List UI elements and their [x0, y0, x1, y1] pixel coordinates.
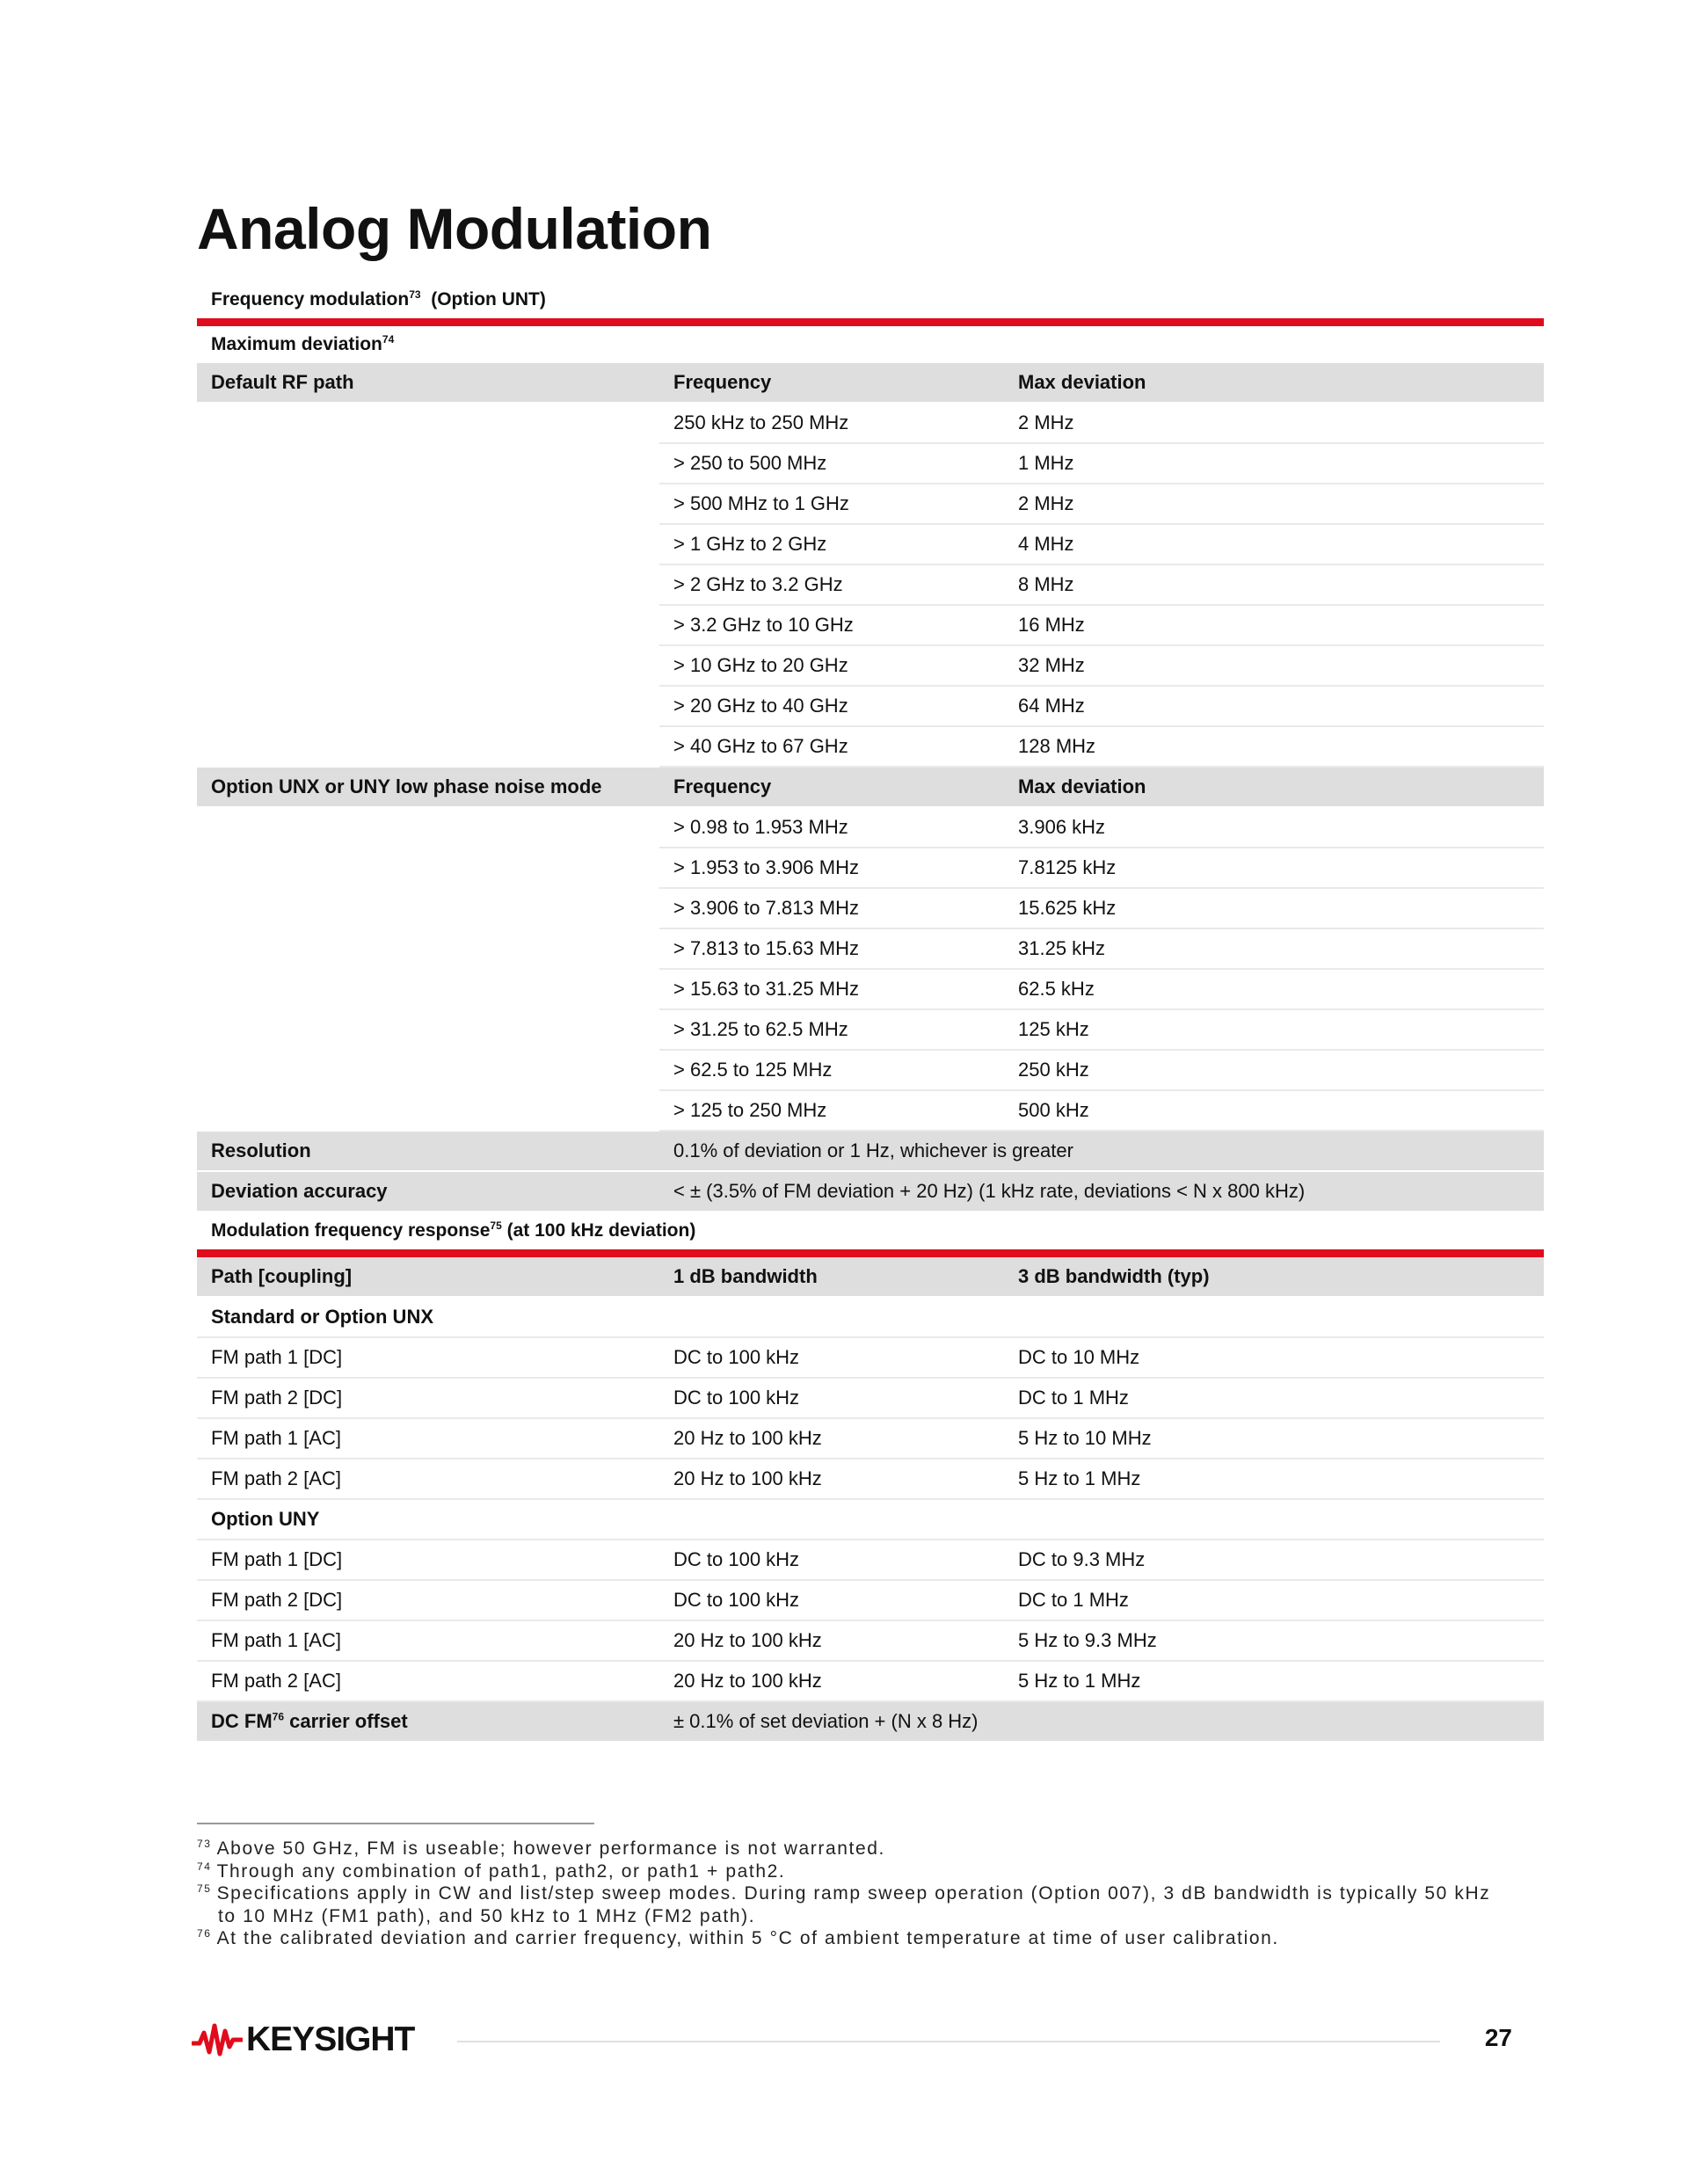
table-row	[197, 1620, 1544, 1661]
table-row	[197, 928, 1544, 969]
table-row	[197, 524, 1544, 564]
bw-1db-cell: 20 Hz to 100 kHz	[659, 1418, 1004, 1459]
footnote-number: 75	[197, 1882, 212, 1895]
table-row	[197, 1009, 1544, 1050]
footnote-ref: 75	[490, 1219, 502, 1232]
frequency-cell: > 7.813 to 15.63 MHz	[659, 928, 1004, 969]
frequency-cell: > 10 GHz to 20 GHz	[659, 645, 1004, 686]
mfr-column-header-row	[197, 1254, 1544, 1298]
mfr-section-header	[197, 1212, 1544, 1249]
deviation-cell: 31.25 kHz	[1004, 928, 1544, 969]
deviation-cell: 15.625 kHz	[1004, 888, 1544, 928]
standard-group-row	[197, 1297, 1544, 1337]
bw-3db-cell: 5 Hz to 10 MHz	[1004, 1418, 1544, 1459]
path-cell: FM path 1 [AC]	[197, 1620, 659, 1661]
accuracy-label: Deviation accuracy	[197, 1171, 659, 1212]
footnote-text: Above 50 GHz, FM is useable; however performance is not warranted.	[216, 1838, 885, 1859]
deviation-cell: 3.906 kHz	[1004, 807, 1544, 848]
col-max-deviation: Max deviation	[1004, 767, 1544, 807]
deviation-cell: 125 kHz	[1004, 1009, 1544, 1050]
footnote-ref: 76	[272, 1710, 285, 1723]
frequency-cell: > 2 GHz to 3.2 GHz	[659, 564, 1004, 605]
low-noise-label: Option UNX or UNY low phase noise mode	[197, 767, 659, 807]
default-path-header-row	[197, 363, 1544, 403]
bw-3db-cell: 5 Hz to 1 MHz	[1004, 1459, 1544, 1499]
footnote-number: 76	[197, 1927, 212, 1940]
dcfm-value: ± 0.1% of set deviation + (N x 8 Hz)	[659, 1701, 1004, 1742]
footnote	[197, 1838, 1498, 1860]
col-frequency: Frequency	[659, 363, 1004, 403]
footnote	[197, 1882, 1498, 1927]
col-1db-bandwidth: 1 dB bandwidth	[659, 1254, 1004, 1298]
fm-section-header	[197, 281, 1544, 318]
frequency-cell: > 250 to 500 MHz	[659, 443, 1004, 484]
table-row	[197, 1090, 1544, 1131]
bw-1db-cell: DC to 100 kHz	[659, 1540, 1004, 1580]
deviation-cell: 32 MHz	[1004, 645, 1544, 686]
deviation-cell: 7.8125 kHz	[1004, 848, 1544, 888]
page-title: Analog Modulation	[197, 196, 712, 261]
uny-group-row	[197, 1499, 1544, 1540]
table-row	[197, 443, 1544, 484]
bw-3db-cell: 5 Hz to 9.3 MHz	[1004, 1620, 1544, 1661]
deviation-cell: 16 MHz	[1004, 605, 1544, 645]
table-row	[197, 1378, 1544, 1418]
frequency-cell: > 125 to 250 MHz	[659, 1090, 1004, 1131]
path-cell: FM path 2 [AC]	[197, 1459, 659, 1499]
footnote	[197, 1927, 1498, 1950]
bw-1db-cell: 20 Hz to 100 kHz	[659, 1661, 1004, 1701]
bw-1db-cell: DC to 100 kHz	[659, 1580, 1004, 1620]
table-row	[197, 1337, 1544, 1378]
bw-1db-cell: 20 Hz to 100 kHz	[659, 1620, 1004, 1661]
bw-3db-cell: DC to 1 MHz	[1004, 1378, 1544, 1418]
frequency-cell: > 62.5 to 125 MHz	[659, 1050, 1004, 1090]
frequency-cell: > 500 MHz to 1 GHz	[659, 484, 1004, 524]
deviation-cell: 4 MHz	[1004, 524, 1544, 564]
keysight-logo	[192, 2020, 414, 2059]
frequency-cell: > 40 GHz to 67 GHz	[659, 726, 1004, 767]
bw-3db-cell: 5 Hz to 1 MHz	[1004, 1661, 1544, 1701]
bw-1db-cell: DC to 100 kHz	[659, 1337, 1004, 1378]
bw-1db-cell: 20 Hz to 100 kHz	[659, 1459, 1004, 1499]
resolution-label: Resolution	[197, 1131, 659, 1171]
bw-1db-cell: DC to 100 kHz	[659, 1378, 1004, 1418]
frequency-cell: > 3.906 to 7.813 MHz	[659, 888, 1004, 928]
deviation-cell: 64 MHz	[1004, 686, 1544, 726]
deviation-cell: 1 MHz	[1004, 443, 1544, 484]
table-row	[197, 645, 1544, 686]
keysight-wave-icon	[192, 2022, 243, 2057]
dcfm-label: DC FM$^{76}$ carrier offset	[197, 1701, 659, 1742]
bw-3db-cell: DC to 9.3 MHz	[1004, 1540, 1544, 1580]
footnote-ref: 73	[409, 288, 421, 301]
bw-3db-cell: DC to 10 MHz	[1004, 1337, 1544, 1378]
deviation-cell: 128 MHz	[1004, 726, 1544, 767]
deviation-cell: 2 MHz	[1004, 484, 1544, 524]
footnote-text: Through any combination of path1, path2, or path1 + path2.	[216, 1860, 786, 1882]
path-cell: FM path 1 [DC]	[197, 1540, 659, 1580]
footnote-divider	[197, 1823, 594, 1824]
table-row	[197, 848, 1544, 888]
frequency-cell: > 3.2 GHz to 10 GHz	[659, 605, 1004, 645]
frequency-cell: > 31.25 to 62.5 MHz	[659, 1009, 1004, 1050]
dcfm-row	[197, 1701, 1544, 1742]
frequency-cell: > 1.953 to 3.906 MHz	[659, 848, 1004, 888]
frequency-cell: 250 kHz to 250 MHz	[659, 403, 1004, 443]
footnote-number: 73	[197, 1838, 212, 1850]
path-cell: FM path 1 [AC]	[197, 1418, 659, 1459]
mfr-heading: Modulation frequency response$^{75}$ (at 100 kHz deviation)	[211, 1219, 696, 1241]
resolution-row	[197, 1131, 1544, 1171]
table-row	[197, 969, 1544, 1009]
footnotes	[197, 1838, 1498, 1950]
deviation-cell: 500 kHz	[1004, 1090, 1544, 1131]
frequency-cell: > 0.98 to 1.953 MHz	[659, 807, 1004, 848]
frequency-cell: > 1 GHz to 2 GHz	[659, 524, 1004, 564]
col-frequency: Frequency	[659, 767, 1004, 807]
footnote-ref: 74	[382, 333, 395, 346]
accuracy-row	[197, 1171, 1544, 1212]
table-row	[197, 686, 1544, 726]
fm-spec-table	[197, 281, 1544, 1743]
max-deviation-header: Maximum deviation$^{74}$	[211, 333, 395, 354]
page-number: 27	[1484, 2024, 1512, 2051]
table-row	[197, 484, 1544, 524]
frequency-cell: > 20 GHz to 40 GHz	[659, 686, 1004, 726]
table-row	[197, 1050, 1544, 1090]
footer-rule	[457, 2041, 1440, 2042]
deviation-cell: 250 kHz	[1004, 1050, 1544, 1090]
path-cell: FM path 2 [DC]	[197, 1580, 659, 1620]
deviation-cell: 2 MHz	[1004, 403, 1544, 443]
deviation-cell: 8 MHz	[1004, 564, 1544, 605]
footnote-text: At the calibrated deviation and carrier frequency, within 5 °C of ambient temperature at time of user calibration.	[216, 1928, 1279, 1948]
table-row	[197, 564, 1544, 605]
frequency-cell: > 15.63 to 31.25 MHz	[659, 969, 1004, 1009]
resolution-value: 0.1% of deviation or 1 Hz, whichever is greater	[659, 1131, 1544, 1171]
footnote-text: Specifications apply in CW and list/step sweep modes. During ramp sweep operation (Option 007), 3 dB bandwidth is typically 50 kHz to 10 MHz (FM1 path), and 50 kHz to 1 MHz (FM2 path).	[216, 1883, 1491, 1926]
uny-group-label: Option UNY	[197, 1499, 659, 1540]
table-row	[197, 605, 1544, 645]
brand-name: KEYSIGHT	[246, 2020, 415, 2058]
default-path-label: Default RF path	[197, 363, 659, 403]
table-row	[197, 888, 1544, 928]
table-row	[197, 1540, 1544, 1580]
bw-3db-cell: DC to 1 MHz	[1004, 1580, 1544, 1620]
fm-heading: Frequency modulation$^{73}$ (Option UNT)	[211, 288, 546, 309]
deviation-cell: 62.5 kHz	[1004, 969, 1544, 1009]
col-max-deviation: Max deviation	[1004, 363, 1544, 403]
footnote-number: 74	[197, 1860, 212, 1873]
accuracy-value: < ± (3.5% of FM deviation + 20 Hz) (1 kHz rate, deviations < N x 800 kHz)	[659, 1171, 1544, 1212]
path-cell: FM path 1 [DC]	[197, 1337, 659, 1378]
table-row	[197, 1459, 1544, 1499]
table-row	[197, 1661, 1544, 1701]
col-path-coupling: Path [coupling]	[197, 1254, 659, 1298]
table-row	[197, 1418, 1544, 1459]
col-3db-bandwidth: 3 dB bandwidth (typ)	[1004, 1254, 1544, 1298]
path-cell: FM path 2 [AC]	[197, 1661, 659, 1701]
table-row	[197, 726, 1544, 767]
path-cell: FM path 2 [DC]	[197, 1378, 659, 1418]
table-row	[197, 403, 1544, 443]
standard-group-label: Standard or Option UNX	[197, 1297, 659, 1337]
low-noise-header-row	[197, 767, 1544, 807]
table-row	[197, 807, 1544, 848]
footnote	[197, 1860, 1498, 1883]
table-row	[197, 1580, 1544, 1620]
